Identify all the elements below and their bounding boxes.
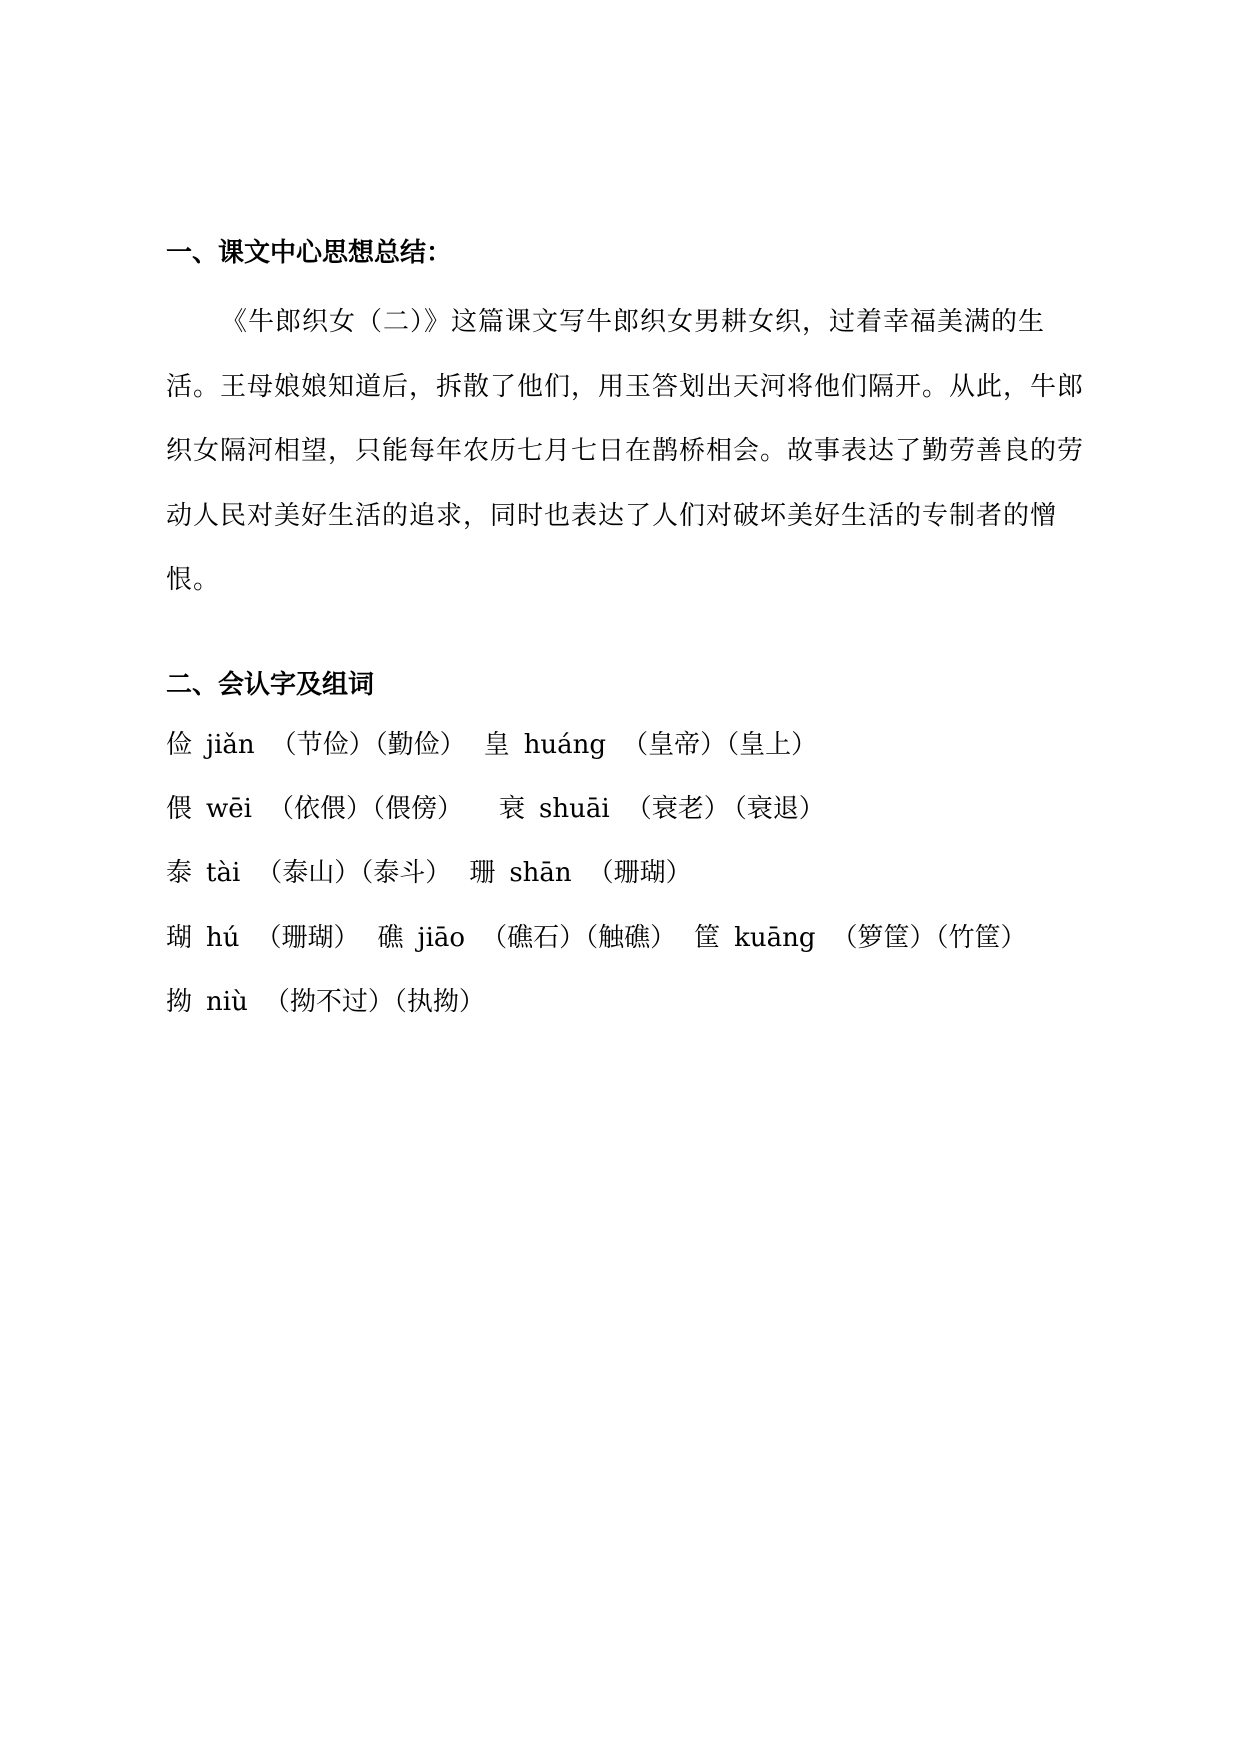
- vocab-word: （触礁）: [585, 923, 677, 953]
- vocab-word: （泰斗）: [360, 858, 452, 888]
- vocab-row: [166, 788, 825, 825]
- vocab-pinyin: wēi: [206, 794, 252, 824]
- vocab-word: （衰退）: [733, 794, 825, 824]
- vocab-word: （勤俭）: [374, 730, 466, 760]
- vocab-word: （依偎）: [267, 794, 372, 824]
- vocab-pinyin: hú: [206, 923, 240, 953]
- vocab-word: （泰山）: [256, 858, 361, 888]
- vocab-word: （衰老）: [625, 794, 730, 824]
- vocab-char: 瑚: [166, 923, 193, 953]
- vocab-char: 泰: [166, 858, 193, 888]
- vocab-row: [166, 724, 817, 761]
- vocab-word: （竹筐）: [935, 923, 1027, 953]
- vocab-word: （皇帝）: [622, 730, 727, 760]
- vocab-pinyin: kuāng: [734, 923, 816, 953]
- vocab-word: （偎傍）: [372, 794, 464, 824]
- vocab-pinyin: jiǎn: [206, 730, 255, 760]
- vocab-word: （珊瑚）: [255, 923, 360, 953]
- vocab-word: （礁石）: [481, 923, 586, 953]
- vocab-pinyin: huáng: [523, 730, 607, 760]
- vocab-char: 衰: [499, 794, 526, 824]
- vocab-pinyin: tài: [206, 858, 241, 888]
- vocab-pinyin: shān: [509, 858, 572, 888]
- summary-paragraph: 《牛郎织女（二）》这篇课文写牛郎织女男耕女织，过着幸福美满的生活。王母娘娘知道后，拆散了他们，用玉答划出天河将他们隔开。从此，牛郎织女隔河相望，只能每年农历七月七日在鹊桥相会。故事表达了勤劳善良的劳动人民对美好生活的追求，同时也表达了人们对破坏美好生活的专制者的憎恨。: [166, 307, 1085, 595]
- vocab-char: 珊: [469, 858, 496, 888]
- vocab-pinyin: niù: [206, 987, 248, 1017]
- vocab-word: （箩筐）: [831, 923, 936, 953]
- vocab-char: 筐: [694, 923, 721, 953]
- vocab-pinyin: shuāi: [539, 794, 610, 824]
- vocab-char: 偎: [166, 794, 193, 824]
- vocab-row: [166, 852, 692, 889]
- vocab-char: 拗: [166, 987, 193, 1017]
- section-heading-summary: 一、课文中心思想总结：: [166, 238, 453, 268]
- vocab-row: [166, 917, 1027, 954]
- vocab-word: （皇上）: [726, 730, 818, 760]
- section-heading-vocab: 二、会认字及组词: [166, 670, 375, 700]
- vocab-row: [166, 981, 485, 1018]
- vocab-char: 皇: [483, 730, 510, 760]
- vocab-word: （节俭）: [270, 730, 375, 760]
- vocab-word: （拗不过）: [263, 987, 394, 1017]
- vocab-word: （珊瑚）: [587, 858, 692, 888]
- vocab-char: 礁: [377, 923, 404, 953]
- vocab-char: 俭: [166, 730, 193, 760]
- vocab-pinyin: jiāo: [417, 923, 466, 953]
- vocab-word: （执拗）: [393, 987, 485, 1017]
